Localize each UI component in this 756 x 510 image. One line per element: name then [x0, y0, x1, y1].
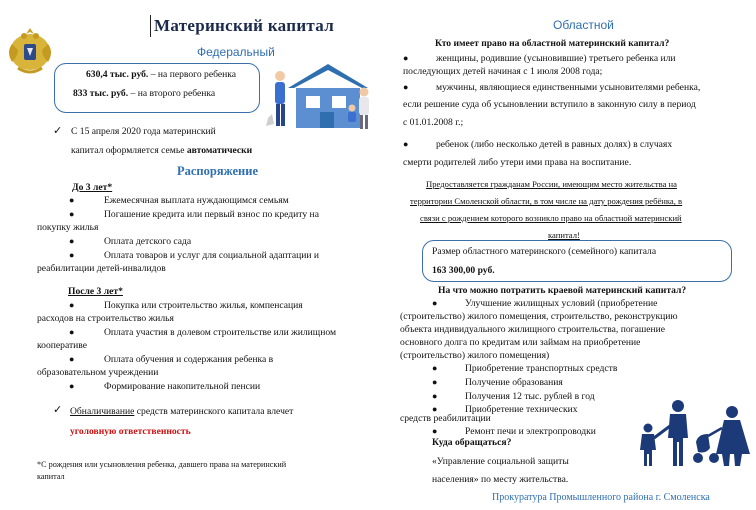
- regional-size-value: 163 300,00 руб.: [432, 265, 495, 276]
- citizens-line-4: капитал!: [548, 230, 580, 240]
- spend-line-5: (строительство) жилого помещения): [400, 350, 550, 361]
- after3-item-1: Покупка или строительство жилья, компенсация: [104, 300, 303, 311]
- regional-heading: Областной: [553, 18, 614, 32]
- bullet-icon: ●: [432, 426, 438, 436]
- citizens-line-2: территории Смоленской области, в том числе на дату рождения ребёнка, в: [410, 196, 683, 206]
- bullet-icon: ●: [403, 53, 409, 63]
- auto-line-2-bold: автоматически: [186, 145, 253, 156]
- family-house-icon: [262, 58, 374, 134]
- after3-item-3: Оплата обучения и содержания ребенка в: [104, 354, 274, 365]
- footnote-line-2: капитал: [37, 472, 65, 481]
- bullet-icon: ●: [69, 250, 75, 260]
- bullet-icon: ●: [432, 298, 438, 308]
- under3-item-2: Погашение кредита или первый взнос по кредиту на: [104, 209, 319, 220]
- spend-line-7: Получение образования: [465, 377, 563, 388]
- spend-line-2: (строительство) жилого помещения, строительство, реконструкцию: [400, 311, 678, 322]
- who-item-1: женщины, родившие (усыновившие) третьего ребенка или: [436, 53, 676, 64]
- auto-line-1: С 15 апреля 2020 года материнский: [71, 126, 216, 137]
- bullet-icon: ●: [69, 327, 75, 337]
- federal-heading: Федеральный: [197, 45, 275, 59]
- bullet-icon: ●: [69, 300, 75, 310]
- spend-line-9: Приобретение технических: [465, 404, 578, 415]
- signature: Прокуратура Промышленного района г. Смоленска: [492, 492, 710, 503]
- bullet-icon: ●: [432, 391, 438, 401]
- spend-line-6: Приобретение транспортных средств: [465, 363, 618, 374]
- bullet-icon: ●: [69, 236, 75, 246]
- check-icon: ✓: [53, 404, 63, 416]
- spend-heading: На что можно потратить краевой материнский капитал?: [438, 285, 687, 296]
- who-item-1b: последующих детей начиная с 1 июля 2008 года;: [403, 66, 603, 77]
- bullet-icon: ●: [69, 354, 75, 364]
- bullet-icon: ●: [432, 363, 438, 373]
- who-item-3b: смерти родителей либо утери ими права на воспитание.: [403, 157, 632, 168]
- who-item-2: мужчины, являющиеся единственными усыновителями ребенка,: [436, 82, 701, 93]
- prosecutor-emblem-icon: [4, 22, 56, 78]
- warning-line-1-rest: средств материнского капитала влечет: [134, 406, 294, 417]
- after3-heading: После 3 лет*: [68, 286, 123, 297]
- citizens-line-1: Предоставляется гражданам России, имеющим место жительства на: [426, 179, 677, 189]
- spend-line-4: основного долга по кредитам или займам на приобретение: [400, 337, 641, 348]
- under3-item-4b: реабилитации детей-инвалидов: [37, 263, 166, 274]
- spend-line-8: Получения 12 тыс. рублей в год: [465, 391, 595, 402]
- after3-item-1b: расходов на строительство жилья: [37, 313, 174, 324]
- who-item-3: ребенок (либо несколько детей в равных долях) в случаях: [436, 139, 673, 150]
- family-silhouette-icon: [636, 398, 754, 468]
- warning-cashout: Обналичивание: [70, 406, 135, 417]
- spend-line-3: объекта индивидуального жилищного строительства, погашение: [400, 324, 665, 335]
- bullet-icon: ●: [432, 377, 438, 387]
- under3-heading: До 3 лет*: [72, 182, 113, 193]
- where-line-2: населения» по месту жительства.: [432, 474, 569, 485]
- amount-2-value: 833 тыс. руб.: [73, 88, 129, 99]
- auto-line-2: [71, 145, 252, 157]
- under3-item-3: Оплата детского сада: [104, 236, 192, 247]
- under3-item-1: Ежемесячная выплата нуждающимся семьям: [104, 195, 289, 206]
- after3-item-2b: кооперативе: [37, 340, 88, 351]
- bullet-icon: ●: [403, 139, 409, 149]
- footnote-line-1: *С рождения или усыновления ребенка, давшего права на материнский: [37, 460, 287, 469]
- where-heading: Куда обращаться?: [432, 437, 512, 448]
- after3-item-4: Формирование накопительной пенсии: [104, 381, 261, 392]
- warning-line-1: [70, 406, 370, 418]
- who-item-2c: с 01.01.2008 г.;: [403, 117, 464, 128]
- check-icon: ✓: [53, 125, 63, 137]
- amount-2-label: – на второго ребенка: [128, 88, 216, 99]
- disposal-heading: Распоряжение: [177, 164, 258, 178]
- spend-line-1: Улучшение жилищных условий (приобретение: [465, 298, 658, 309]
- who-heading: Кто имеет право на областной материнский капитал?: [435, 38, 670, 49]
- page-title: Материнский капитал: [154, 16, 335, 35]
- bullet-icon: ●: [69, 209, 75, 219]
- regional-size-label: Размер областного материнского (семейного) капитала: [432, 246, 657, 257]
- federal-amount-1: [86, 69, 236, 81]
- after3-item-2: Оплата участия в долевом строительстве или жилищном: [104, 327, 337, 338]
- bullet-icon: ●: [432, 404, 438, 414]
- auto-line-2-prefix: капитал оформляется семье: [71, 145, 187, 156]
- spend-line-11: Ремонт печи и электропроводки: [465, 426, 596, 437]
- citizens-line-3: связи с рождением которого возникло право на областной материнский: [420, 213, 682, 223]
- under3-item-2b: покупку жилья: [37, 222, 99, 233]
- page-title-cursor: [150, 15, 151, 37]
- spend-line-10: средств реабилитации: [400, 413, 491, 424]
- warning-line-2: уголовную ответственность: [70, 426, 191, 437]
- bullet-icon: ●: [69, 195, 75, 205]
- amount-1-value: 630,4 тыс. руб.: [86, 69, 149, 80]
- under3-item-4: Оплата товаров и услуг для социальной адаптации и: [104, 250, 320, 261]
- after3-item-3b: образовательном учреждении: [37, 367, 159, 378]
- amount-1-label: – на первого ребенка: [148, 69, 237, 80]
- who-item-2b: если решение суда об усыновлении вступило в законную силу в период: [403, 99, 696, 110]
- bullet-icon: ●: [403, 82, 409, 92]
- bullet-icon: ●: [69, 381, 75, 391]
- federal-amount-2: [73, 88, 215, 100]
- where-line-1: «Управление социальной защиты: [432, 456, 569, 467]
